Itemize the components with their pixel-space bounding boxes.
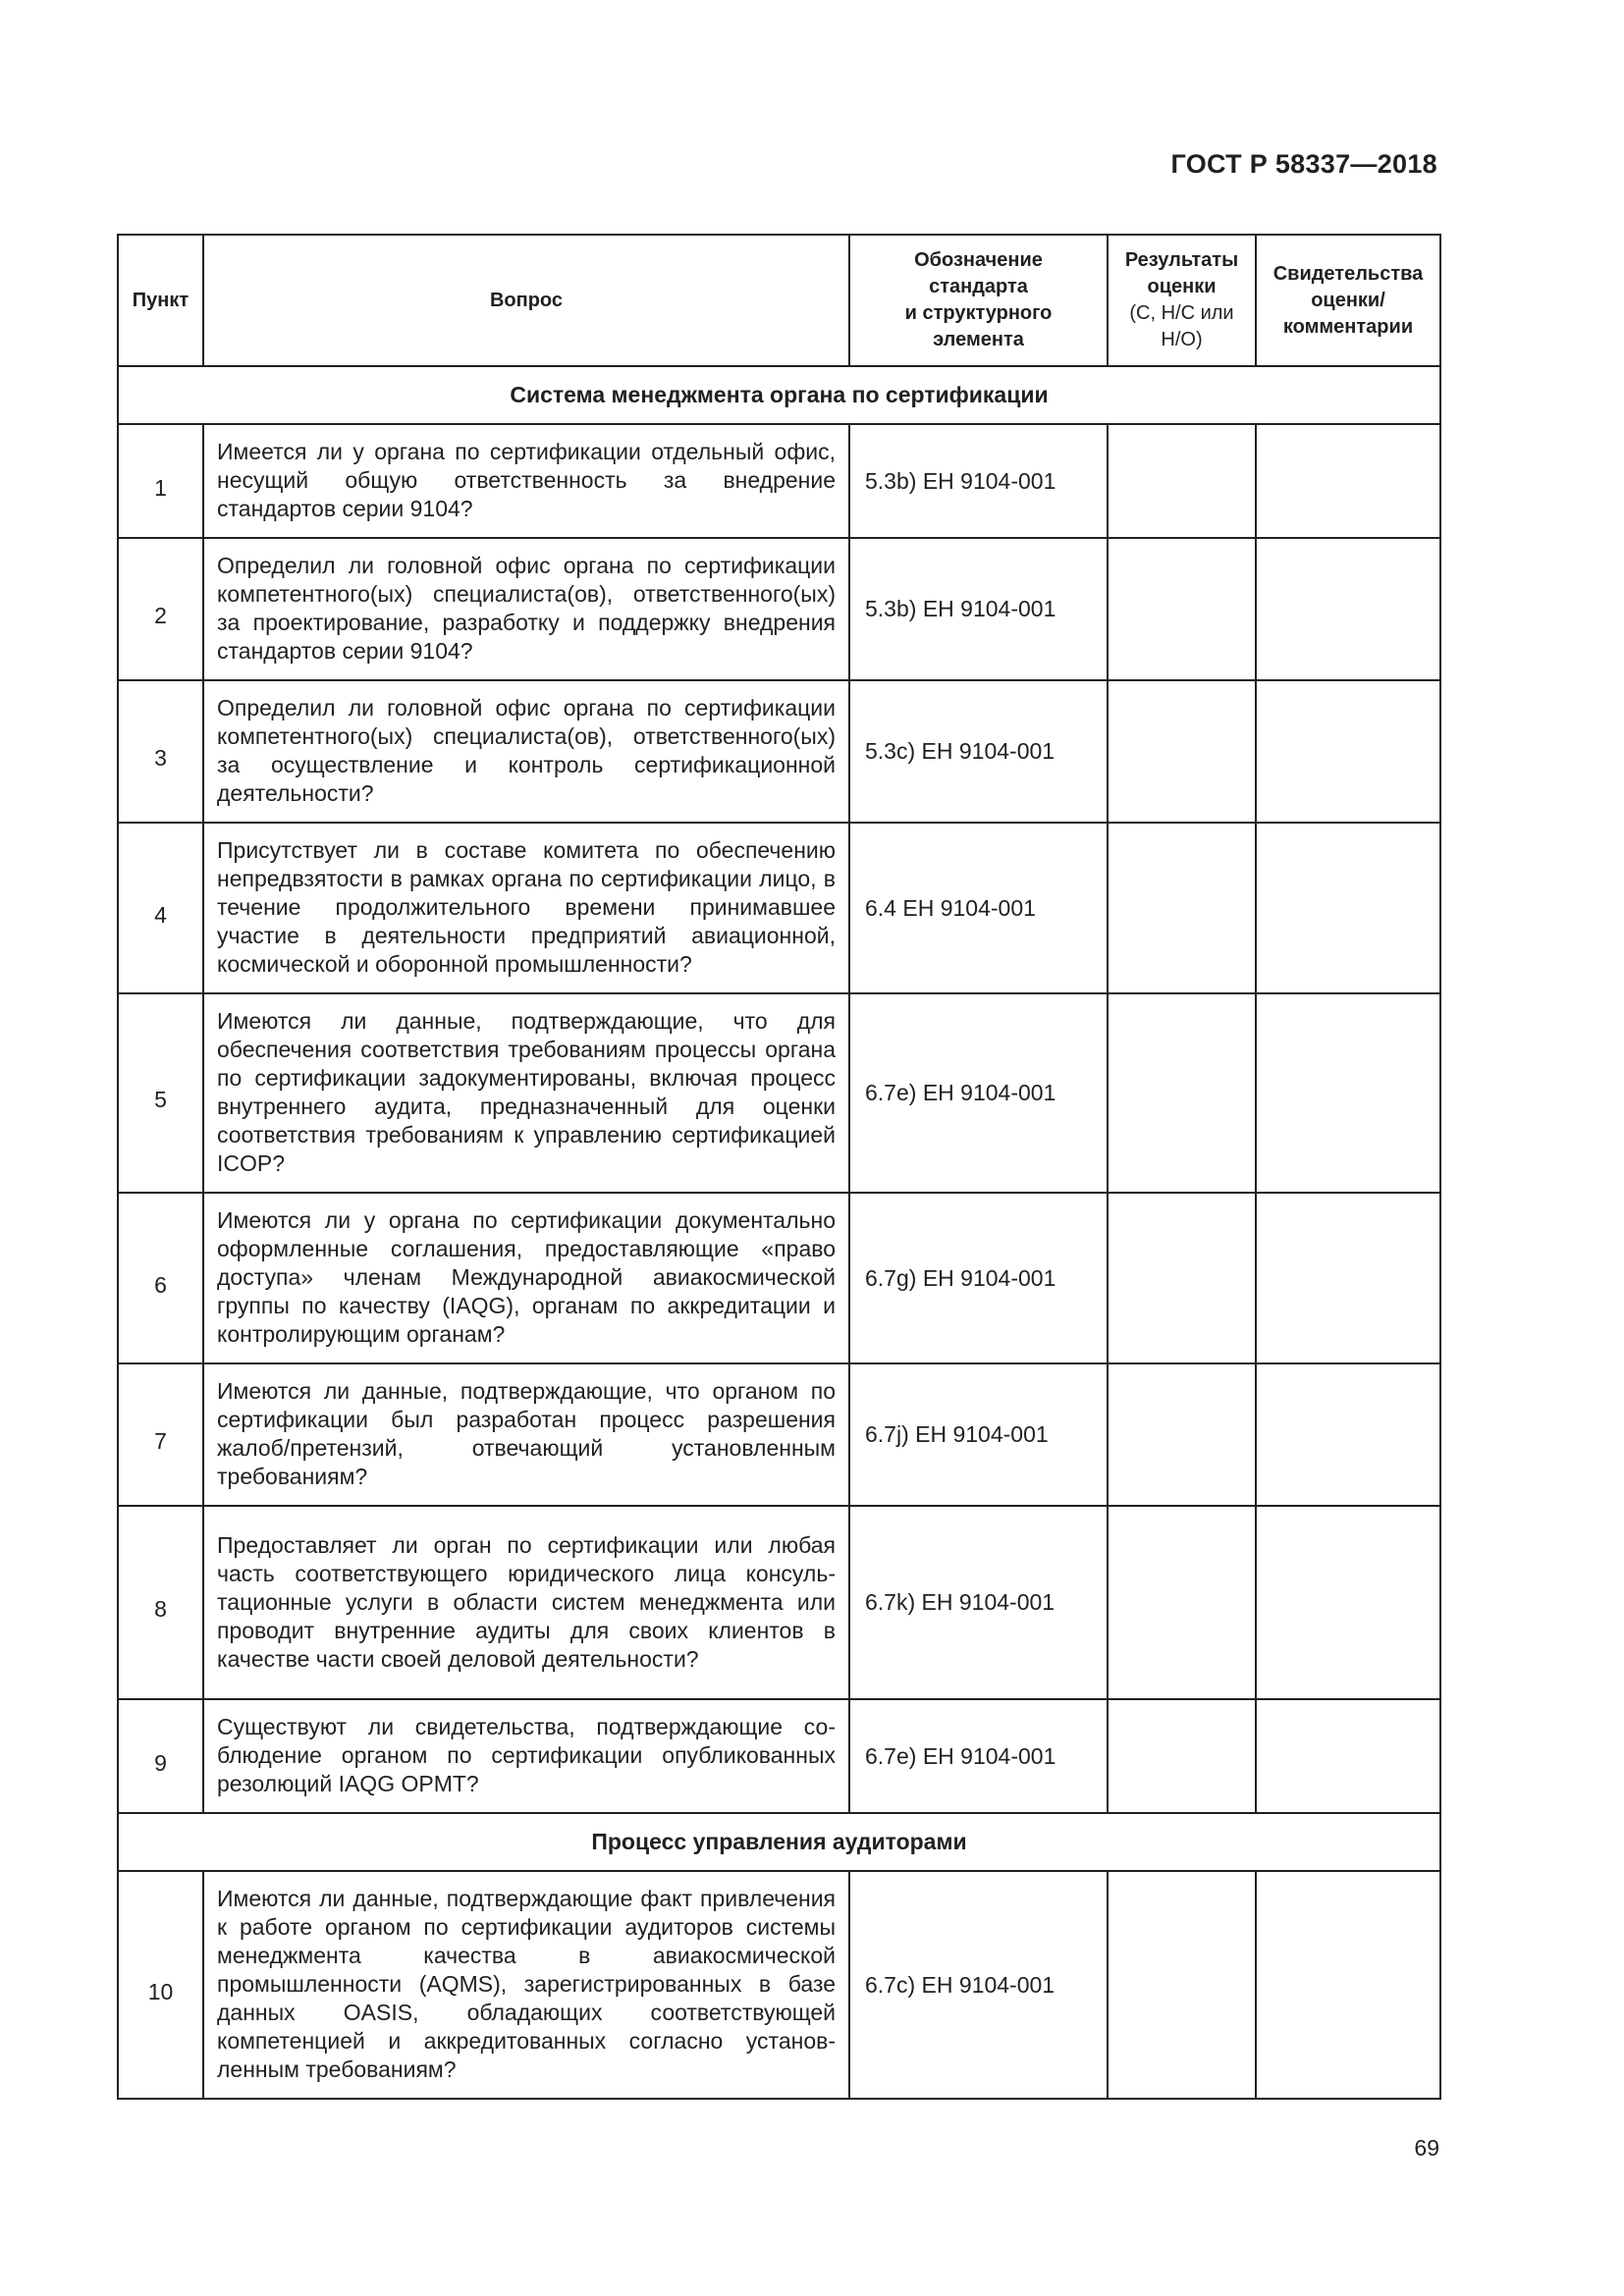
row-result-cell[interactable] (1108, 424, 1256, 538)
row-result-cell[interactable] (1108, 1363, 1256, 1506)
section-title: Система менеджмента органа по сертификации (118, 366, 1440, 424)
column-header-results: Результаты оценки (С, Н/С или Н/О) (1108, 235, 1256, 366)
table-row (118, 823, 1440, 993)
table-row (118, 680, 1440, 823)
row-result-cell[interactable] (1108, 993, 1256, 1193)
row-question: Имеются ли данные, подтверждающие, что органом по сертификации был разработан процесс разрешения жалоб/претензий, отвечающий установленным требованиям? (203, 1363, 849, 1506)
row-standard: 6.7e) EH 9104-001 (849, 1699, 1108, 1813)
table-row (118, 1506, 1440, 1699)
row-result-cell[interactable] (1108, 823, 1256, 993)
table-row (118, 538, 1440, 680)
row-number: 8 (118, 1506, 203, 1699)
table-row (118, 993, 1440, 1193)
row-result-cell[interactable] (1108, 1871, 1256, 2099)
row-number: 10 (118, 1871, 203, 2099)
row-question: Имеются ли у органа по сертификации документально оформленные соглашения, предоставляющие «право доступа» членам Международной авиакосмической группы по качеству (IAQG), органам по аккредитации и контролирующим органам? (203, 1193, 849, 1363)
row-standard: 6.7j) EH 9104-001 (849, 1363, 1108, 1506)
row-standard: 5.3b) EH 9104-001 (849, 538, 1108, 680)
checklist-table (117, 234, 1441, 2100)
row-number: 9 (118, 1699, 203, 1813)
section-title: Процесс управления аудиторами (118, 1813, 1440, 1871)
row-question: Определил ли головной офис органа по сертификации компетентного(ых) специалиста(ов), ответственного(ых) за осуществление и контроль сертификационной деятельности? (203, 680, 849, 823)
row-number: 3 (118, 680, 203, 823)
row-standard: 6.7c) EH 9104-001 (849, 1871, 1108, 2099)
row-number: 2 (118, 538, 203, 680)
document-code: ГОСТ Р 58337—2018 (1170, 149, 1437, 179)
row-question: Имеется ли у органа по сертификации отдельный офис, несущий общую ответственность за внедрение стандартов серии 9104? (203, 424, 849, 538)
row-standard: 6.4 EH 9104-001 (849, 823, 1108, 993)
row-question: Определил ли головной офис органа по сертификации компетентного(ых) специалиста(ов), ответственного(ых) за проектирование, разработку и поддержку внедрения стандартов серии 9104? (203, 538, 849, 680)
section-header (118, 366, 1440, 424)
page-number: 69 (1414, 2135, 1439, 2161)
row-question: Имеются ли данные, подтверждающие, что для обеспечения соответствия требованиям процессы органа по сертификации задокументированы, включая процесс внутреннего аудита, предназначенный для оценки соответствия требованиям к управлению сертификацией ICOP? (203, 993, 849, 1193)
row-evidence-cell[interactable] (1256, 424, 1440, 538)
row-standard: 6.7e) EH 9104-001 (849, 993, 1108, 1193)
row-evidence-cell[interactable] (1256, 680, 1440, 823)
row-number: 6 (118, 1193, 203, 1363)
row-evidence-cell[interactable] (1256, 538, 1440, 680)
table-row (118, 1363, 1440, 1506)
column-header-standard: Обозначение стандарта и структурного элемента (849, 235, 1108, 366)
header-row (118, 235, 1440, 366)
row-evidence-cell[interactable] (1256, 1363, 1440, 1506)
row-question: Существуют ли свидетельства, подтверждающие соблюдение органом по сертификации опубликованных резолюций IAQG OPMT? (203, 1699, 849, 1813)
row-result-cell[interactable] (1108, 1193, 1256, 1363)
row-number: 5 (118, 993, 203, 1193)
section-header (118, 1813, 1440, 1871)
row-standard: 5.3b) EH 9104-001 (849, 424, 1108, 538)
row-result-cell[interactable] (1108, 680, 1256, 823)
column-header-item: Пункт (118, 235, 203, 366)
row-question: Присутствует ли в составе комитета по обеспечению непредвзятости в рамках органа по сертификации лицо, в течение продолжительного времени принимавшее участие в деятельности предприятий авиационной, космической и оборонной промышленности? (203, 823, 849, 993)
column-header-evidence: Свидетельства оценки/ комментарии (1256, 235, 1440, 366)
row-number: 1 (118, 424, 203, 538)
row-evidence-cell[interactable] (1256, 1506, 1440, 1699)
row-number: 7 (118, 1363, 203, 1506)
row-evidence-cell[interactable] (1256, 823, 1440, 993)
row-evidence-cell[interactable] (1256, 993, 1440, 1193)
table-row (118, 1193, 1440, 1363)
row-standard: 6.7g) EH 9104-001 (849, 1193, 1108, 1363)
table-row (118, 1699, 1440, 1813)
row-number: 4 (118, 823, 203, 993)
table-row (118, 1871, 1440, 2099)
row-evidence-cell[interactable] (1256, 1699, 1440, 1813)
row-result-cell[interactable] (1108, 1699, 1256, 1813)
row-question: Имеются ли данные, подтверждающие факт привлечения к работе органом по сертификации аудиторов системы менеджмента качества в авиакосмической промышленности (AQMS), зарегистрированных в базе данных OASIS, обладающих соответствующей компетенцией и аккредитованных согласно установленным требованиям? (203, 1871, 849, 2099)
row-result-cell[interactable] (1108, 1506, 1256, 1699)
row-standard: 5.3c) EH 9104-001 (849, 680, 1108, 823)
row-evidence-cell[interactable] (1256, 1193, 1440, 1363)
row-question: Предоставляет ли орган по сертификации или любая часть соответствующего юридического лица консультационные услуги в области систем менеджмента или проводит внутренние аудиты для своих клиентов в качестве части своей деловой деятельности? (203, 1506, 849, 1699)
row-result-cell[interactable] (1108, 538, 1256, 680)
table-row (118, 424, 1440, 538)
row-evidence-cell[interactable] (1256, 1871, 1440, 2099)
column-header-question: Вопрос (203, 235, 849, 366)
row-standard: 6.7k) EH 9104-001 (849, 1506, 1108, 1699)
